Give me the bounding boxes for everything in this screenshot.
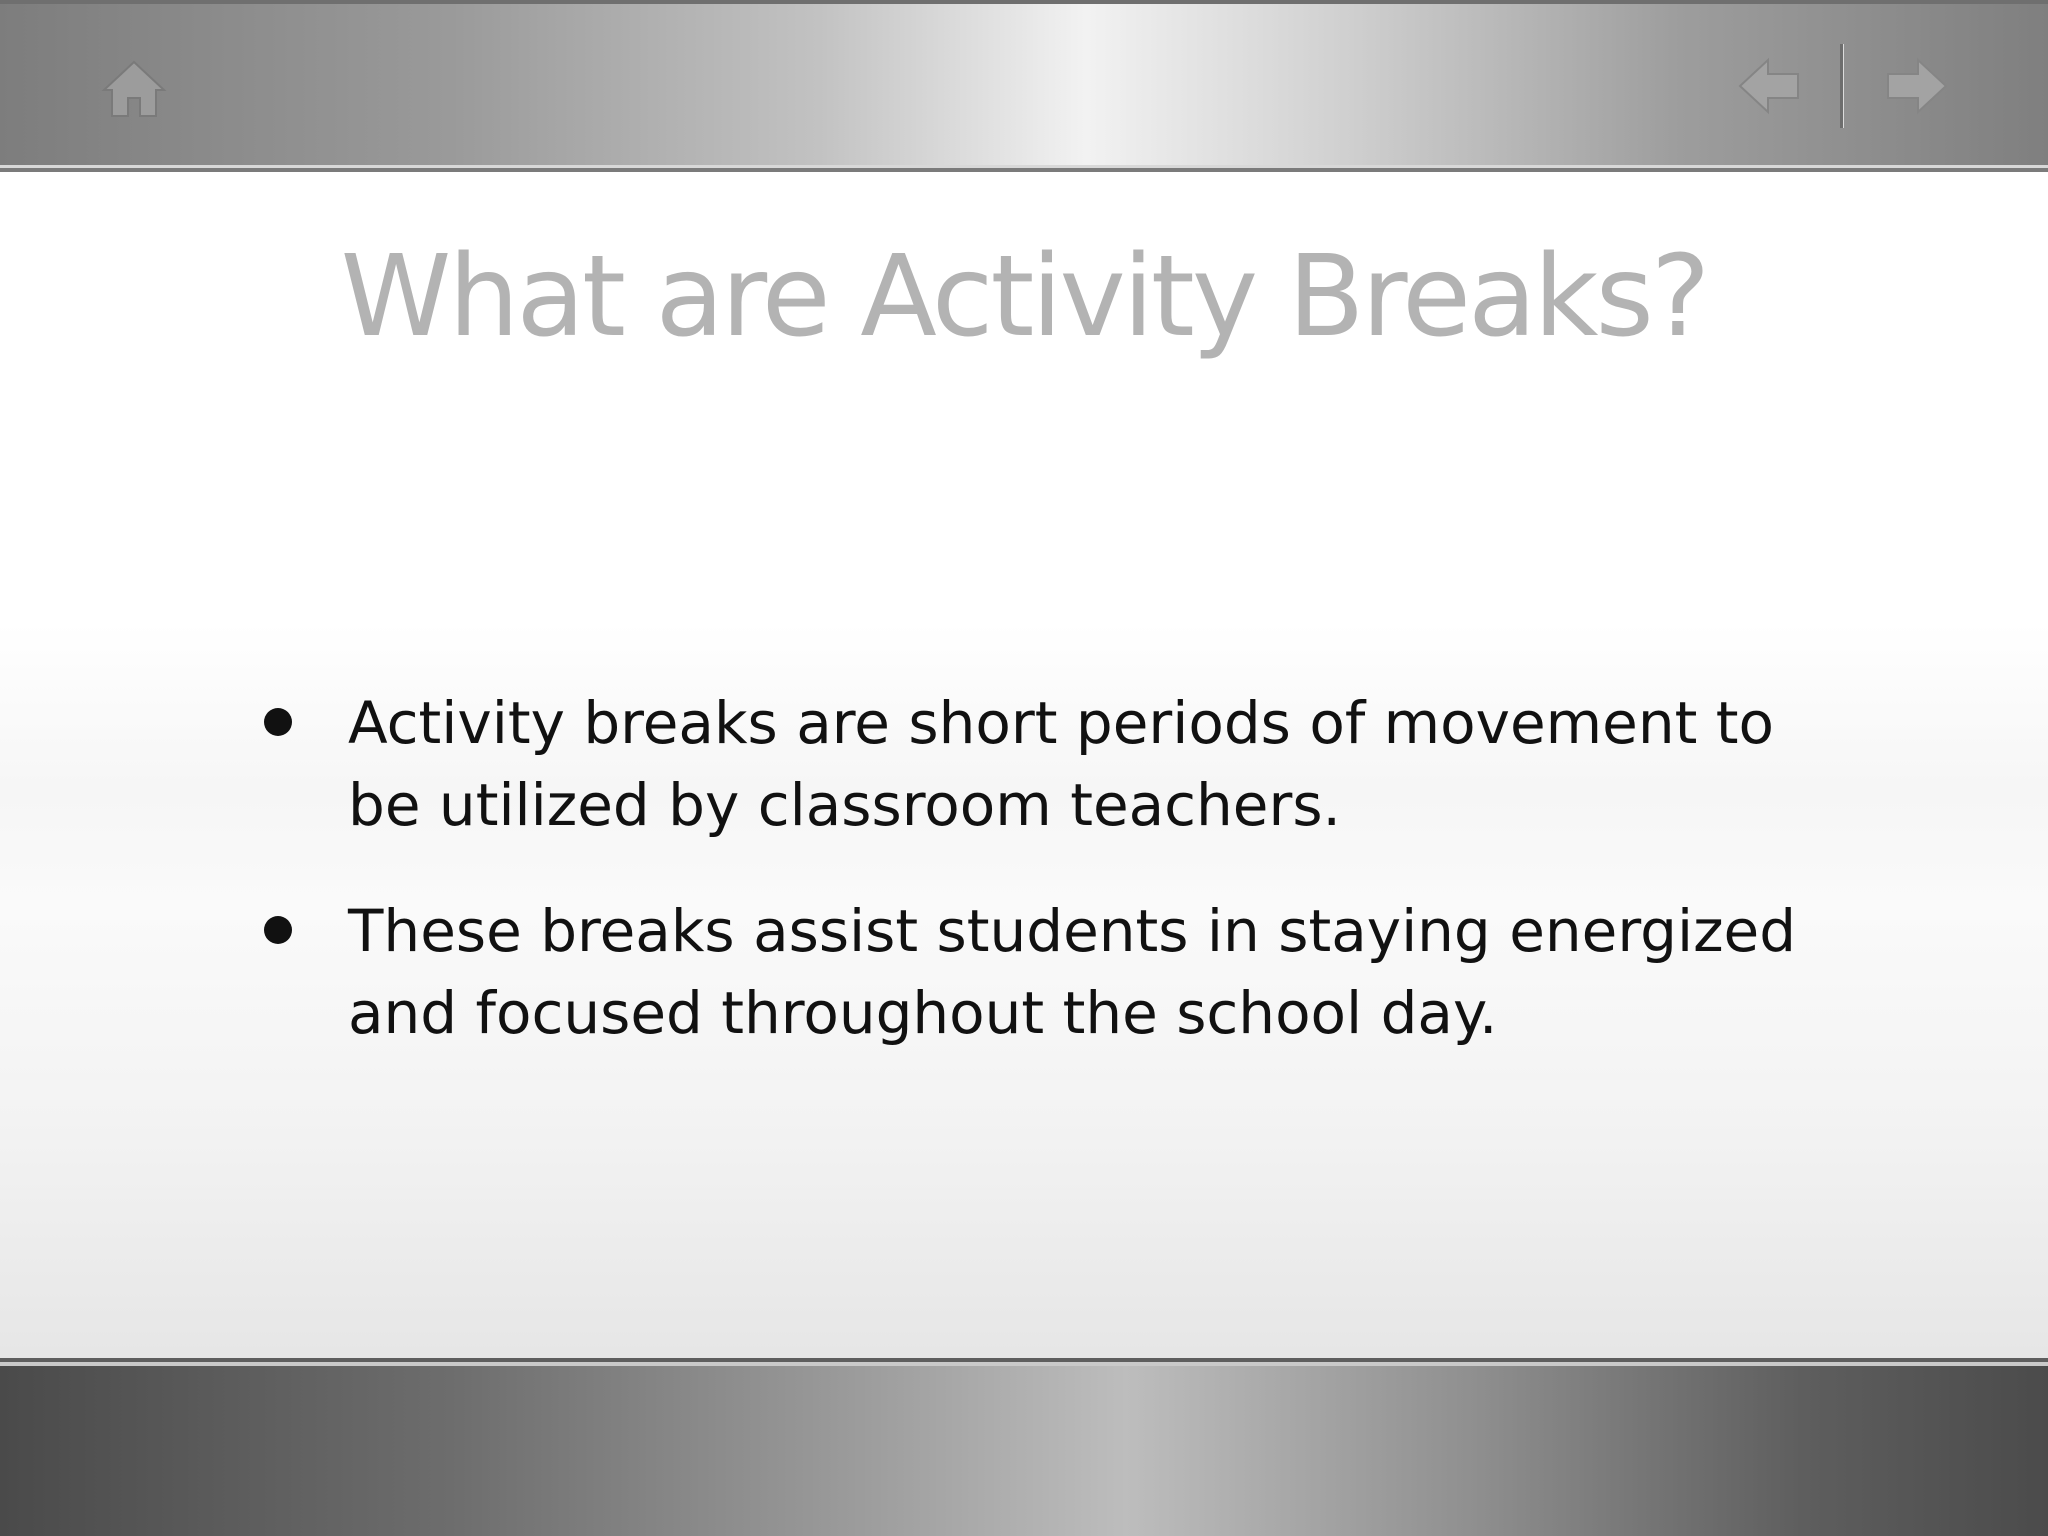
bottom-bar (0, 1358, 2048, 1536)
nav-divider (1840, 44, 1843, 128)
slide-title: What are Activity Breaks? (340, 232, 1708, 362)
next-slide-button[interactable] (1882, 56, 1950, 116)
previous-slide-button[interactable] (1736, 56, 1804, 116)
arrow-left-icon (1736, 56, 1804, 116)
bullet-item (260, 890, 1840, 1054)
top-navigation-bar (0, 0, 2048, 172)
bullet-item (260, 682, 1840, 846)
bullet-text: These breaks assist students in staying energized and focused throughout the school day. (348, 897, 1797, 1047)
bullet-list (260, 682, 1840, 1098)
home-icon (100, 58, 168, 120)
home-button[interactable] (100, 58, 168, 120)
bullet-dot-icon (264, 708, 292, 736)
slide-content (0, 172, 2048, 1358)
bullet-dot-icon (264, 916, 292, 944)
arrow-right-icon (1882, 56, 1950, 116)
slide-navigation (1736, 44, 1946, 128)
bullet-text: Activity breaks are short periods of movement to be utilized by classroom teachers. (348, 689, 1775, 839)
